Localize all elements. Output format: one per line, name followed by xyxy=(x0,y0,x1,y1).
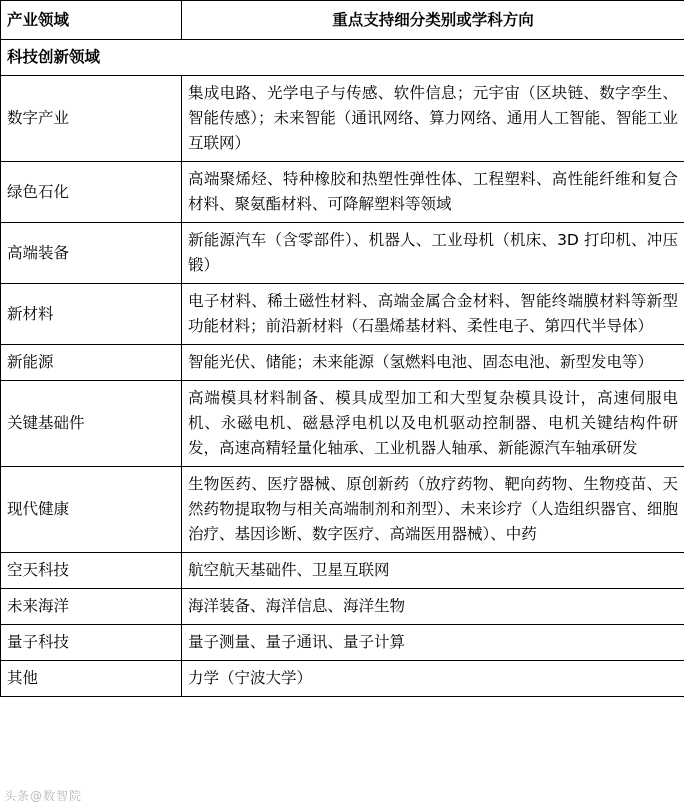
row-detail: 高端模具材料制备、模具成型加工和大型复杂模具设计，高速伺服电机、永磁电机、磁悬浮电机以及电机驱动控制器、电机关键结构件研发，高速高精轻量化轴承、工业机器人轴承、新能源汽车轴承研发 xyxy=(182,381,684,467)
table-row xyxy=(1,467,684,553)
row-detail: 高端聚烯烃、特种橡胶和热塑性弹性体、工程塑料、高性能纤维和复合材料、聚氨酯材料、可降解塑料等领域 xyxy=(182,162,684,223)
row-detail: 集成电路、光学电子与传感、软件信息；元宇宙（区块链、数字孪生、智能传感）；未来智能（通讯网络、算力网络、通用人工智能、智能工业互联网） xyxy=(182,76,684,162)
watermark-text: 头条@数智院 xyxy=(4,789,83,803)
row-detail: 新能源汽车（含零部件）、机器人、工业母机（机床、3D 打印机、冲压锻） xyxy=(182,223,684,284)
row-field: 关键基础件 xyxy=(1,381,182,467)
row-field: 新能源 xyxy=(1,345,182,381)
row-field: 现代健康 xyxy=(1,467,182,553)
section-row xyxy=(1,40,684,76)
row-field: 新材料 xyxy=(1,284,182,345)
table-row xyxy=(1,625,684,661)
row-field: 未来海洋 xyxy=(1,589,182,625)
row-field: 其他 xyxy=(1,661,182,697)
row-field: 空天科技 xyxy=(1,553,182,589)
table-row xyxy=(1,661,684,697)
row-detail: 电子材料、稀土磁性材料、高端金属合金材料、智能终端膜材料等新型功能材料；前沿新材料（石墨烯基材料、柔性电子、第四代半导体） xyxy=(182,284,684,345)
row-detail: 海洋装备、海洋信息、海洋生物 xyxy=(182,589,684,625)
header-support-direction: 重点支持细分类别或学科方向 xyxy=(182,1,684,40)
row-detail: 航空航天基础件、卫星互联网 xyxy=(182,553,684,589)
row-field: 绿色石化 xyxy=(1,162,182,223)
table-header-row xyxy=(1,1,684,40)
row-detail: 量子测量、量子通讯、量子计算 xyxy=(182,625,684,661)
table-row xyxy=(1,381,684,467)
row-detail: 力学（宁波大学） xyxy=(182,661,684,697)
row-detail: 生物医药、医疗器械、原创新药（放疗药物、靶向药物、生物疫苗、天然药物提取物与相关高端制剂和剂型）、未来诊疗（人造组织器官、细胞治疗、基因诊断、数字医疗、高端医用器械）、中药 xyxy=(182,467,684,553)
row-detail: 智能光伏、储能；未来能源（氢燃料电池、固态电池、新型发电等） xyxy=(182,345,684,381)
table-row xyxy=(1,345,684,381)
section-label: 科技创新领域 xyxy=(1,40,684,76)
header-industry-field: 产业领域 xyxy=(1,1,182,40)
table-row xyxy=(1,284,684,345)
table-row xyxy=(1,553,684,589)
row-field: 高端装备 xyxy=(1,223,182,284)
row-field: 量子科技 xyxy=(1,625,182,661)
table-row xyxy=(1,589,684,625)
row-field: 数字产业 xyxy=(1,76,182,162)
table-row xyxy=(1,223,684,284)
table-row xyxy=(1,76,684,162)
table-row xyxy=(1,162,684,223)
